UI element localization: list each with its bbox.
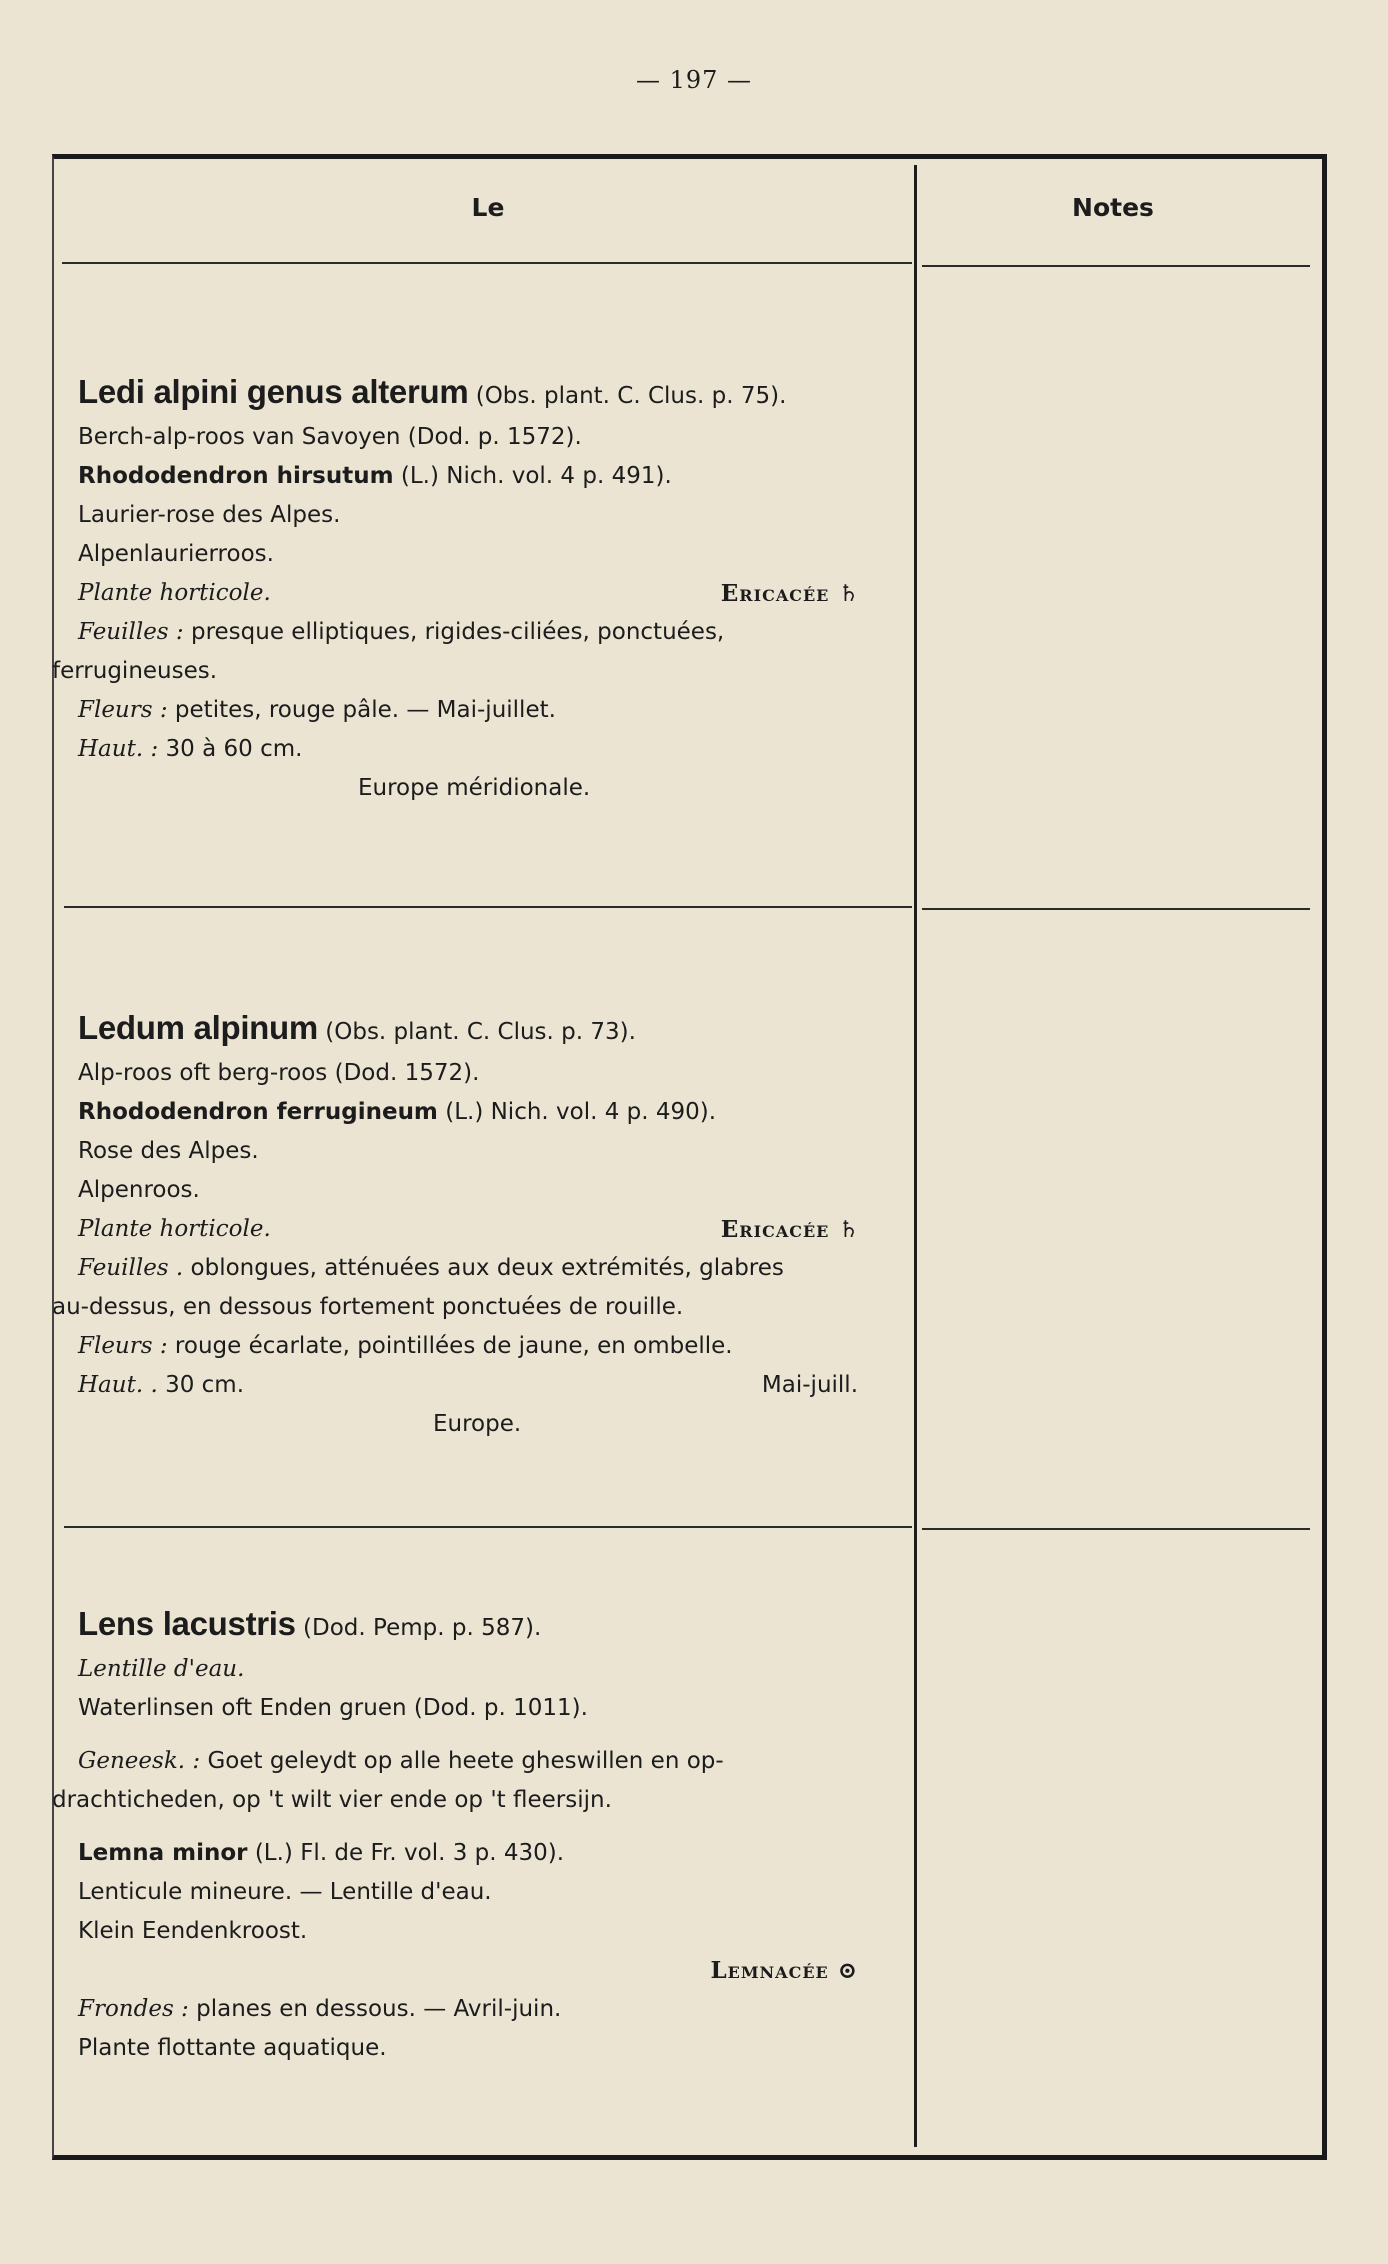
entry-line: Alpenlaurierroos. bbox=[78, 541, 274, 567]
entry-plant-type-line bbox=[78, 574, 898, 613]
entry-leaves-continuation: au-dessus, en dessous fortement ponctuées de rouille. bbox=[52, 1294, 684, 1320]
entry-ledum-alpinum bbox=[52, 1008, 898, 1444]
plant-type: Plante horticole. bbox=[78, 580, 271, 606]
entry-line: Waterlinsen oft Enden gruen (Dod. p. 1011). bbox=[78, 1695, 588, 1721]
entry-height-line bbox=[78, 730, 898, 769]
flowering-period: Mai-juill. bbox=[761, 1372, 858, 1398]
entry-line: Alpenroos. bbox=[78, 1177, 200, 1203]
entry-title-line bbox=[78, 372, 898, 416]
entry-title: Ledi alpini genus alterum bbox=[78, 373, 469, 410]
leaves-text: oblongues, atténuées aux deux extrémités, glabres bbox=[190, 1255, 784, 1281]
column-header-notes: Notes bbox=[1072, 193, 1154, 222]
entry-line: Alp-roos oft berg-roos (Dod. 1572). bbox=[78, 1060, 480, 1086]
entry-plant-type-line bbox=[78, 1210, 898, 1249]
height-text: 30 à 60 cm. bbox=[165, 736, 303, 762]
entry-title-line bbox=[78, 1008, 898, 1052]
entry-medicinal-line bbox=[78, 1742, 898, 1781]
entry-title: Lens lacustris bbox=[78, 1605, 296, 1642]
row-rule-1-left bbox=[64, 906, 912, 908]
entry-flowers-line bbox=[78, 691, 898, 730]
flowers-text: petites, rouge pâle. — Mai-juillet. bbox=[174, 697, 556, 723]
entry-medicinal-continuation: drachticheden, op 't wilt vier ende op 't fleersijn. bbox=[52, 1787, 612, 1813]
entry-leaves-line bbox=[78, 1249, 898, 1288]
entry-synonym-line bbox=[78, 1093, 898, 1132]
entry-title-reference: (Obs. plant. C. Clus. p. 75). bbox=[475, 383, 787, 409]
leaves-label: Feuilles : bbox=[78, 619, 184, 645]
entry-title-reference: (Obs. plant. C. Clus. p. 73). bbox=[325, 1019, 636, 1045]
column-header-le: Le bbox=[471, 193, 505, 222]
entry-line: Rose des Alpes. bbox=[78, 1138, 259, 1164]
leaves-text: presque elliptiques, rigides-ciliées, ponctuées, bbox=[190, 619, 725, 645]
fronds-text: planes en dessous. — Avril-juin. bbox=[196, 1996, 562, 2022]
synonym-name: Lemna minor bbox=[78, 1840, 248, 1866]
family-name: Ericacée ♄ bbox=[720, 1216, 860, 1243]
entry-flowers-line bbox=[78, 1327, 898, 1366]
entry-title: Ledum alpinum bbox=[78, 1009, 318, 1046]
entry-region: Europe. bbox=[433, 1411, 522, 1437]
header-rule-left bbox=[62, 262, 912, 264]
medicinal-label: Geneesk. : bbox=[78, 1748, 201, 1774]
entry-leaves-continuation: ferrugineuses. bbox=[52, 658, 218, 684]
family-name: Ericacée ♄ bbox=[720, 580, 860, 607]
entry-line: Lentille d'eau. bbox=[78, 1656, 245, 1682]
synonym-reference: (L.) Nich. vol. 4 p. 490). bbox=[445, 1099, 717, 1125]
synonym-reference: (L.) Fl. de Fr. vol. 3 p. 430). bbox=[254, 1840, 565, 1866]
entry-line: Klein Eendenkroost. bbox=[78, 1918, 308, 1944]
entry-line: Berch-alp-roos van Savoyen (Dod. p. 1572). bbox=[78, 424, 582, 450]
synonym-name: Rhododendron ferrugineum bbox=[78, 1099, 438, 1125]
row-rule-2-left bbox=[64, 1526, 912, 1528]
synonym-name: Rhododendron hirsutum bbox=[78, 463, 394, 489]
entry-line: Lenticule mineure. — Lentille d'eau. bbox=[78, 1879, 492, 1905]
page-number: — 197 — bbox=[635, 66, 753, 94]
family-name: Lemnacée ⊙ bbox=[710, 1957, 858, 1984]
height-label: Haut. . bbox=[78, 1372, 158, 1398]
height-text: 30 cm. bbox=[165, 1372, 245, 1398]
entry-synonym-line bbox=[78, 1834, 898, 1873]
entry-lens-lacustris bbox=[52, 1604, 898, 2068]
entry-line: Laurier-rose des Alpes. bbox=[78, 502, 341, 528]
height-label: Haut. : bbox=[78, 736, 159, 762]
header-rule-right bbox=[922, 265, 1310, 267]
row-rule-1-right bbox=[922, 908, 1310, 910]
plant-type: Plante horticole. bbox=[78, 1216, 271, 1242]
entry-title-reference: (Dod. Pemp. p. 587). bbox=[303, 1615, 542, 1641]
flowers-text: rouge écarlate, pointillées de jaune, en ombelle. bbox=[174, 1333, 733, 1359]
fronds-label: Frondes : bbox=[78, 1996, 189, 2022]
entry-synonym-line bbox=[78, 457, 898, 496]
entry-ledi-alpini bbox=[52, 372, 898, 808]
medicinal-text: Goet geleydt op alle heete gheswillen en op- bbox=[207, 1748, 724, 1774]
entry-line: Plante flottante aquatique. bbox=[78, 2035, 387, 2061]
synonym-reference: (L.) Nich. vol. 4 p. 491). bbox=[400, 463, 672, 489]
column-divider bbox=[914, 165, 917, 2147]
leaves-label: Feuilles . bbox=[78, 1255, 184, 1281]
flowers-label: Fleurs : bbox=[78, 697, 168, 723]
entry-title-line bbox=[78, 1604, 898, 1648]
flowers-label: Fleurs : bbox=[78, 1333, 168, 1359]
entry-fronds-line bbox=[78, 1990, 898, 2029]
entry-leaves-line bbox=[78, 613, 898, 652]
row-rule-2-right bbox=[922, 1528, 1310, 1530]
entry-height-line bbox=[78, 1366, 898, 1405]
entry-region: Europe méridionale. bbox=[358, 775, 591, 801]
